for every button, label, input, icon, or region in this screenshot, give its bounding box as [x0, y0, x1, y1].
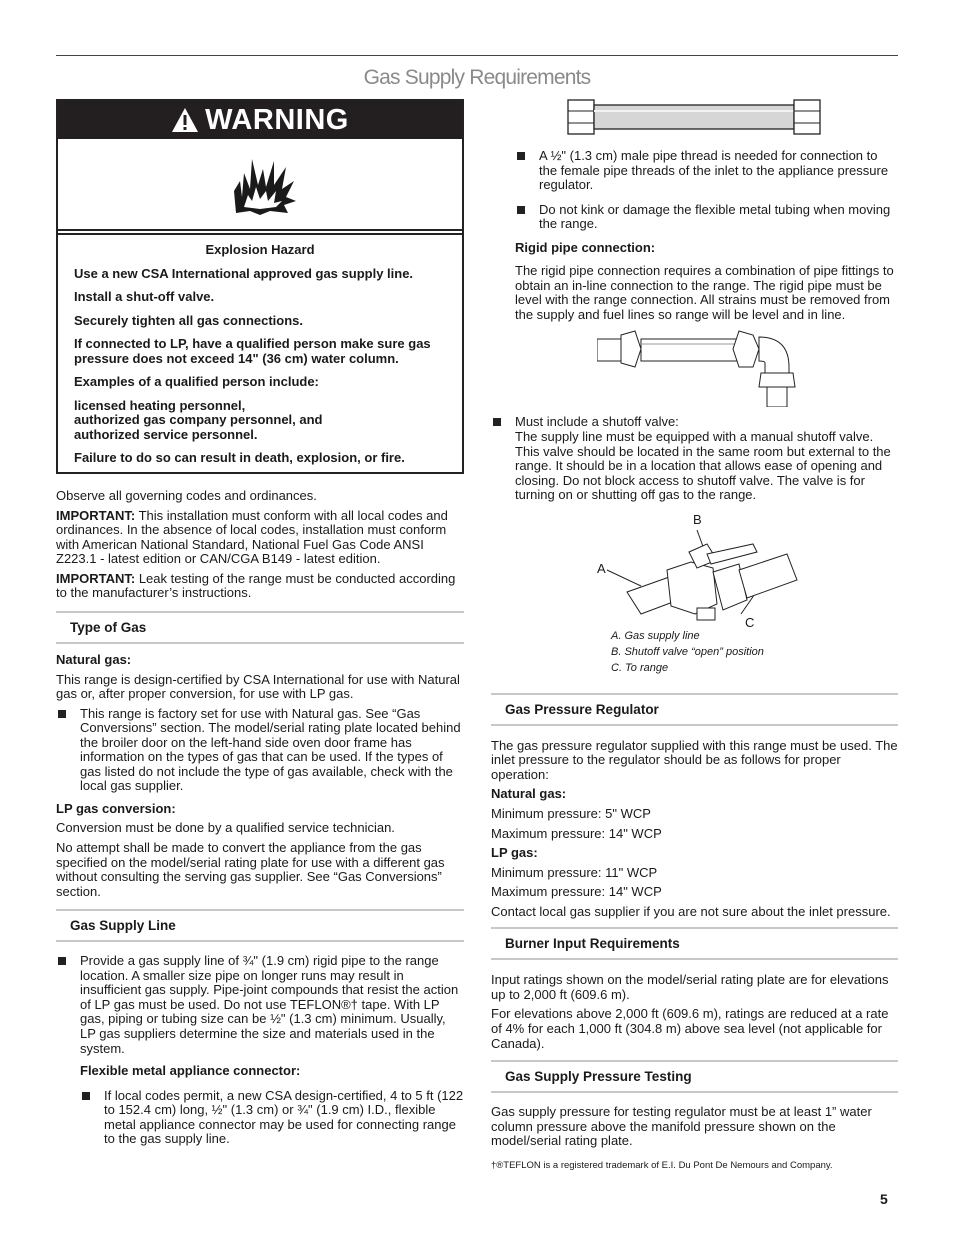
warning-line: Failure to do so can result in death, explosion, or fire.	[74, 450, 405, 466]
page-number: 5	[880, 1191, 888, 1207]
natural-gas-text: This range is design-certified by CSA International for use with Natural gas or, after proper conversion, for use with LP gas.	[56, 671, 460, 702]
lp-max: Maximum pressure: 14" WCP	[491, 884, 662, 900]
natural-min: Minimum pressure: 5" WCP	[491, 805, 651, 821]
explosion-icon	[230, 151, 298, 217]
important-text: This installation must conform with all local codes and ordinances. In the absence of local codes, installation must conform with American National Standard, National Fuel Gas Code ANSI Z223.1 - latest edition or CAN/CGA B149 - latest edition.	[56, 507, 448, 567]
warning-line: authorized gas company personnel, and	[74, 412, 323, 428]
burner-text: For elevations above 2,000 ft (609.6 m), ratings are reduced at a rate of 4% for each 1,000 ft (304.8 m) above sea level (not applicable for Canada).	[491, 1006, 889, 1051]
warning-line: licensed heating personnel,	[74, 397, 246, 413]
caption-b: B. Shutoff valve “open” position	[611, 646, 764, 659]
warning-line: Install a shut-off valve.	[74, 289, 215, 305]
caption-c: C. To range	[611, 662, 669, 675]
label-b: B	[693, 511, 702, 527]
top-rule	[56, 55, 898, 56]
burner-text: Input ratings shown on the model/serial rating plate are for elevations up to 2,000 ft (609.6 m).	[491, 972, 889, 1002]
right-column	[491, 99, 898, 1176]
lp-min: Minimum pressure: 11" WCP	[491, 864, 658, 880]
lp-conversion-text: No attempt shall be made to convert the appliance from the gas specified on the model/serial rating plate for use with a different gas without consulting the serving gas supplier. See “Gas Conversions” section.	[56, 839, 445, 899]
warning-line: If connected to LP, have a qualified person make sure gas pressure does not exceed 14" (36 cm) water column.	[74, 336, 431, 366]
list-item: If local codes permit, a new CSA design-certified, 4 to 5 ft (122 to 152.4 cm) long, ½" (1.3 cm) or ¾" (1.9 cm) I.D., flexible metal appliance connector may be used for connecting range to the gas supply line.	[80, 1089, 464, 1147]
lp-gas-label: LP gas:	[491, 845, 538, 861]
warning-line: Explosion Hazard	[205, 242, 315, 257]
warning-box	[56, 99, 464, 474]
left-column	[56, 99, 464, 1152]
section-heading-burner-input: Burner Input Requirements	[491, 927, 898, 960]
list-item: A ½" (1.3 cm) male pipe thread is needed for connection to the female pipe threads of the inlet to the appliance pressure regulator.	[515, 149, 898, 193]
warning-line: authorized service personnel.	[74, 426, 258, 442]
important-label: IMPORTANT:	[56, 507, 136, 523]
footnote: †®TEFLON is a registered trademark of E.I. Du Pont De Nemours and Company.	[491, 1159, 833, 1171]
section-heading-pressure-testing: Gas Supply Pressure Testing	[491, 1060, 898, 1093]
page-title: Gas Supply Requirements	[363, 66, 591, 89]
important-text: Leak testing of the range must be conducted according to the manufacturer’s instructions.	[56, 570, 456, 601]
shutoff-text: The supply line must be equipped with a manual shutoff valve. This valve should be located in the same room but external to the range. It should be in a location that allows ease of opening and closing. Do not block access to shutoff valve. The valve is for turning on or shutting off gas to the range.	[515, 429, 891, 503]
intro-text: Observe all governing codes and ordinances.	[56, 488, 317, 504]
regulator-intro: The gas pressure regulator supplied with this range must be used. The inlet pressure to the regulator should be as follows for proper operation:	[491, 737, 898, 782]
list-item: This range is factory set for use with Natural gas. See “Gas Conversions” section. The model/serial rating plate located behind the broiler door on the left-hand side oven door frame has information on the types of gas that can be used. If the types of gas listed do not include the type of gas available, check with the local gas supplier.	[56, 707, 464, 794]
natural-gas-label: Natural gas:	[56, 651, 132, 667]
section-heading-type-of-gas: Type of Gas	[56, 611, 464, 644]
regulator-contact: Contact local gas supplier if you are not sure about the inlet pressure.	[491, 903, 891, 919]
list-item: Provide a gas supply line of ¾" (1.9 cm) rigid pipe to the range location. A smaller size pipe on longer runs may result in insufficient gas supply. Pipe-joint compounds that resist the action of LP gas must be used. Do not use TEFLON®† tape. With LP gas, piping or tubing size can be ½" (1.3 cm) minimum. Usually, LP gas suppliers determine the size and materials used in the system.	[56, 954, 464, 1056]
warning-header	[58, 101, 462, 139]
important-1	[56, 509, 464, 567]
natural-gas-label: Natural gas:	[491, 786, 567, 802]
warning-triangle-icon	[171, 107, 199, 133]
warning-line: Securely tighten all gas connections.	[74, 312, 304, 328]
section-heading-gas-supply-line: Gas Supply Line	[56, 909, 464, 942]
warning-line: Examples of a qualified person include:	[74, 374, 319, 390]
important-2	[56, 572, 464, 601]
important-label: IMPORTANT:	[56, 570, 136, 586]
warning-line: Use a new CSA International approved gas supply line.	[74, 265, 414, 281]
lp-conversion-text: Conversion must be done by a qualified service technician.	[56, 820, 395, 836]
explosion-picture	[58, 139, 462, 231]
list-item	[491, 415, 898, 502]
testing-text: Gas supply pressure for testing regulator must be at least 1” water column pressure above the manifold pressure shown on the model/serial rating plate.	[491, 1104, 872, 1149]
valve-illustration	[491, 508, 898, 630]
warning-heading: WARNING	[205, 103, 349, 136]
rigid-pipe-text: The rigid pipe connection requires a combination of pipe fittings to obtain an in-line connection to the range. The rigid pipe must be level with the range connection. All strains must be removed from the supply and fuel lines so range will be level and in line.	[515, 263, 894, 322]
natural-max: Maximum pressure: 14" WCP	[491, 825, 662, 841]
label-c: C	[745, 614, 755, 630]
label-a: A	[597, 560, 606, 576]
list-item: Do not kink or damage the flexible metal tubing when moving the range.	[515, 203, 898, 232]
shutoff-title: Must include a shutoff valve:	[515, 414, 679, 430]
lp-conversion-label: LP gas conversion:	[56, 800, 176, 816]
rigid-pipe-illustration	[597, 327, 797, 407]
caption-a: A. Gas supply line	[611, 629, 700, 642]
flex-connector-label: Flexible metal appliance connector:	[80, 1063, 301, 1079]
section-heading-gas-pressure-regulator: Gas Pressure Regulator	[491, 693, 898, 726]
warning-text	[58, 233, 462, 472]
rigid-pipe-label: Rigid pipe connection:	[515, 239, 656, 255]
flexible-connector-illustration	[567, 99, 827, 137]
